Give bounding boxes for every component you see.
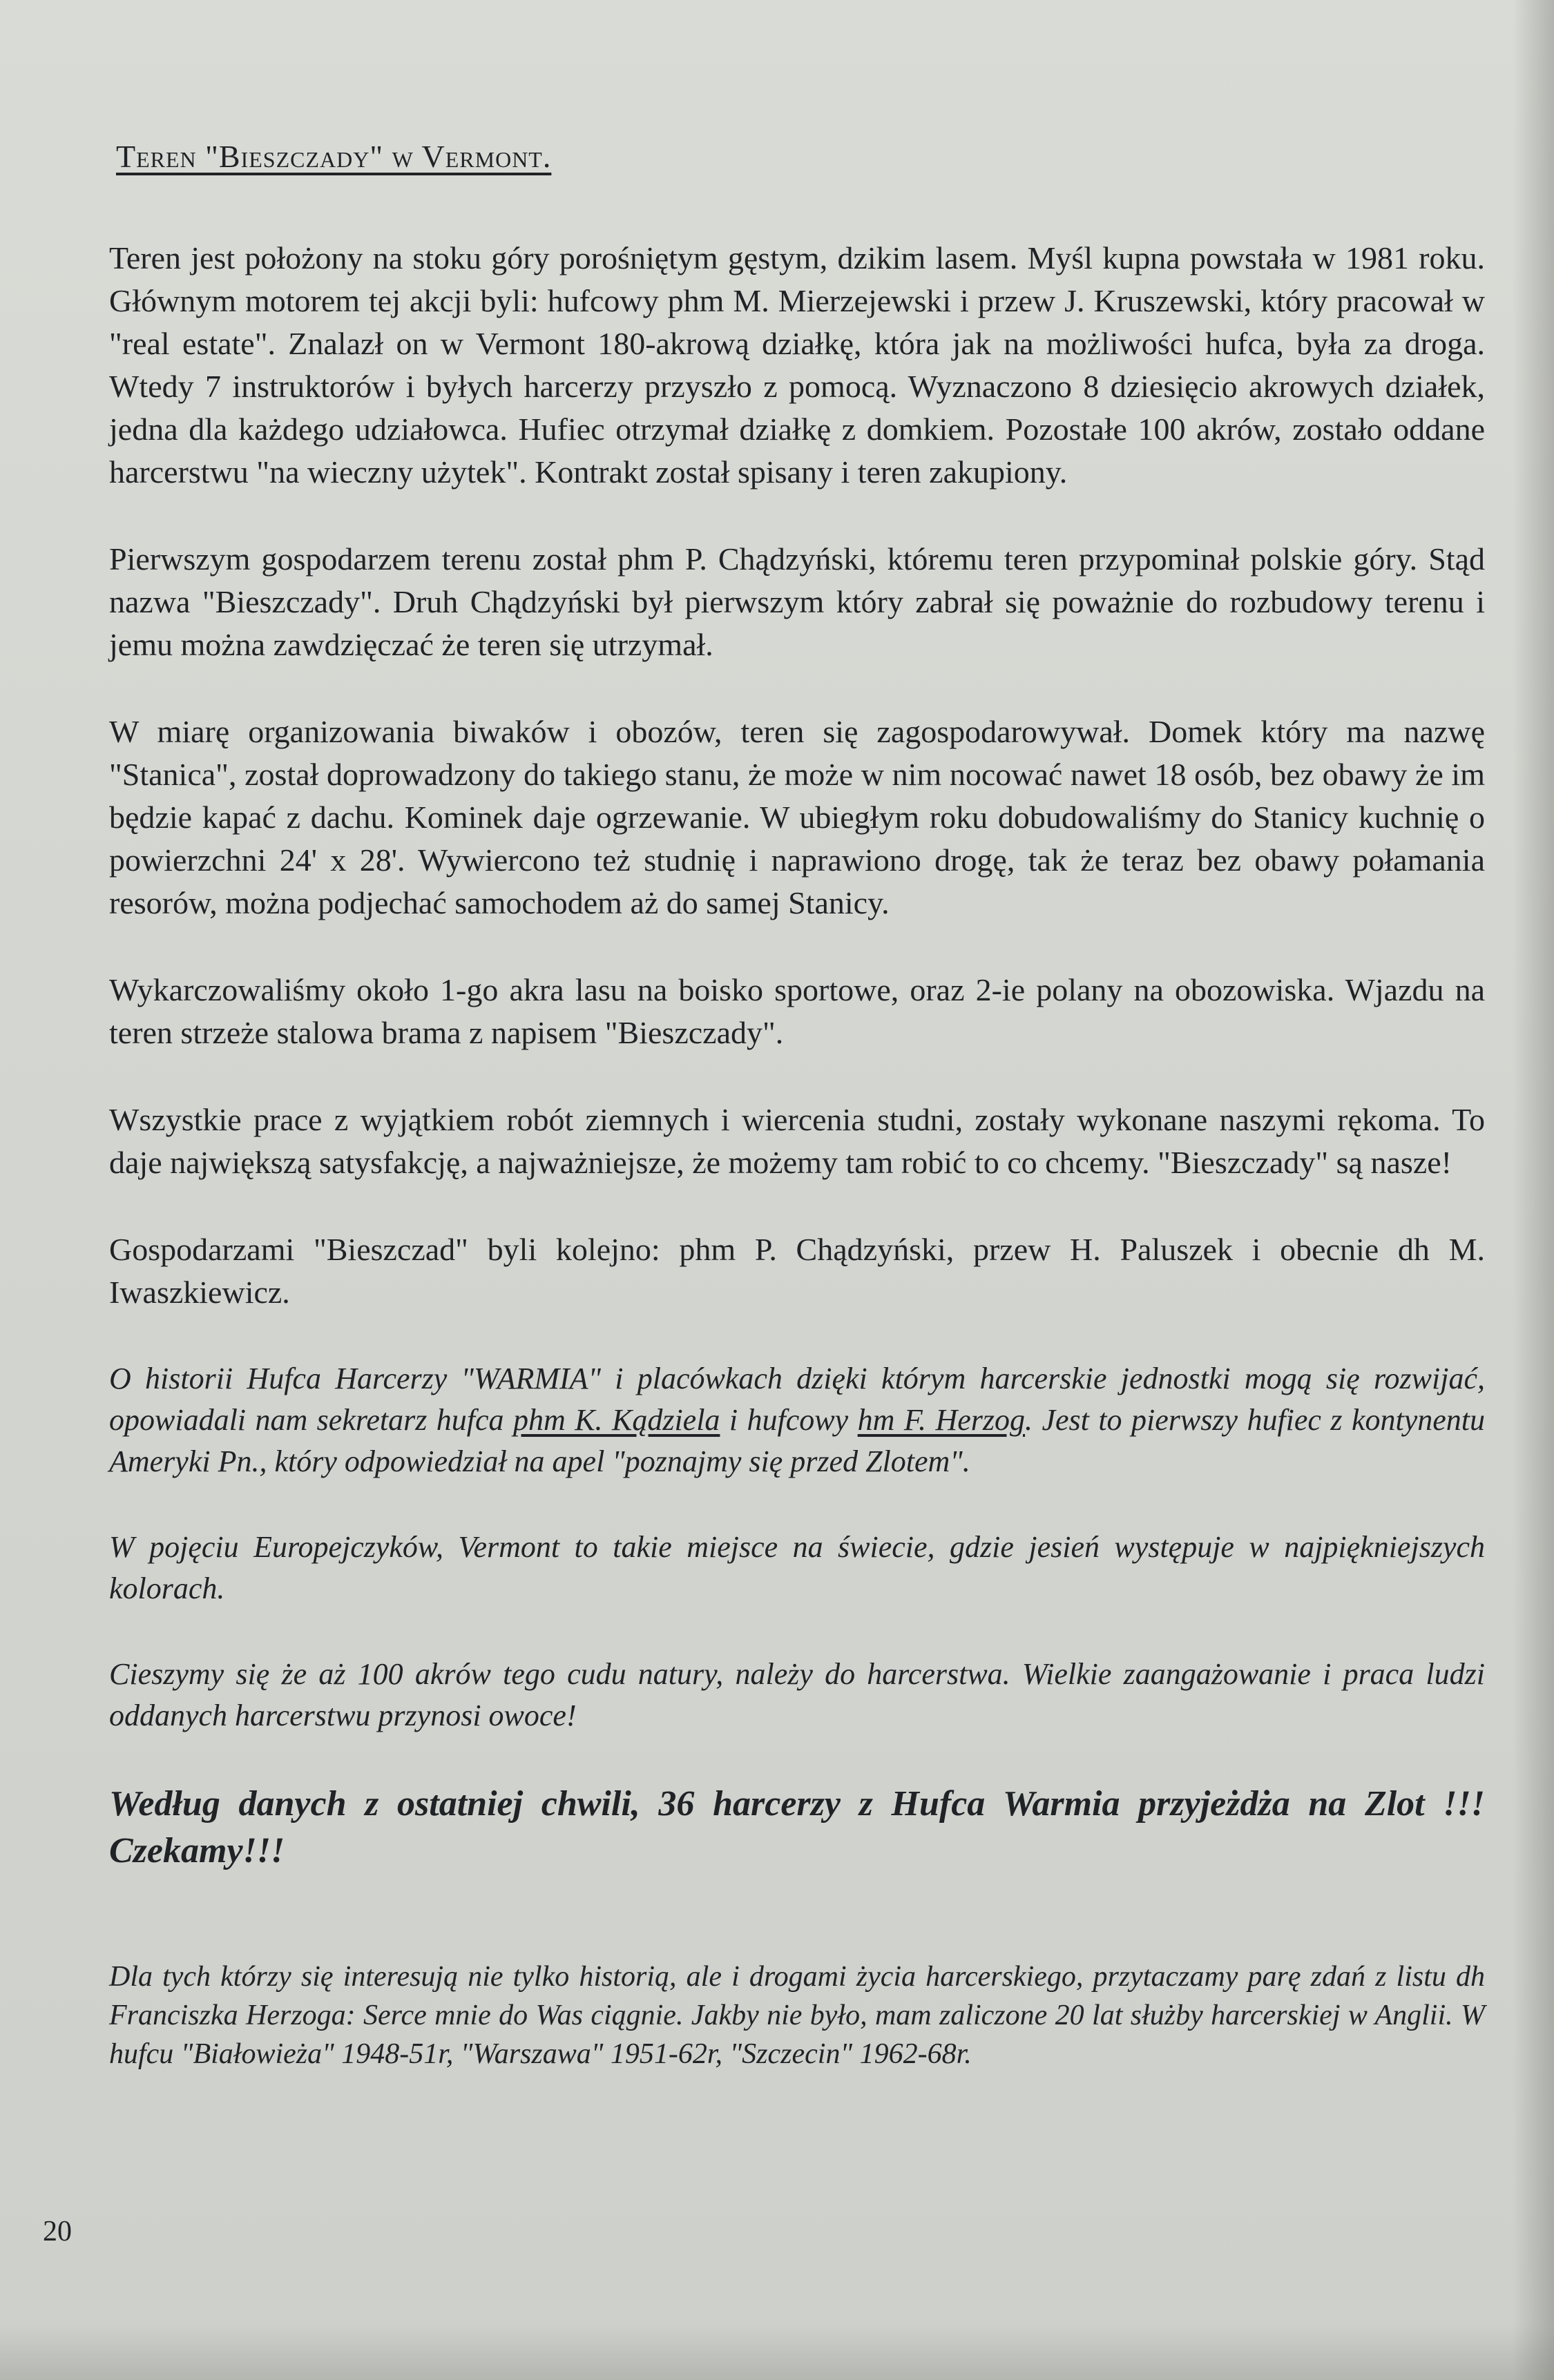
paragraph-clearing: Wykarczowaliśmy około 1-go akra lasu na boisko sportowe, oraz 2-ie polany na obozowiska. Wjazdu na teren strzeże stalowa brama z napisem "Bieszczady". [109, 972, 1485, 1050]
name-kadziela: phm K. Kądziela [512, 1403, 720, 1437]
paragraph-first-host: Pierwszym gospodarzem terenu został phm P. Chądzyński, któremu teren przypominał polskie góry. Stąd nazwa "Bieszczady". Druh Chądzyński był pierwszym który zabrał się poważnie do rozbudowy terenu i jemu można zawdzięczać że teren się utrzymał. [109, 541, 1485, 662]
warmia-history-text-a: O historii Hufca Harcerzy "WARMIA" i placówkach dzięki którym harcerskie jednostki mogą się rozwijać, opowiadali nam sekretarz hufca [109, 1362, 1485, 1437]
page-edge-shadow [1513, 0, 1554, 2380]
paragraph-nature: Cieszymy się że aż 100 akrów tego cudu natury, należy do harcerstwa. Wielkie zaangażowanie i praca ludzi oddanych harcerstwu przynosi owoce! [109, 1657, 1485, 1732]
paragraph-hosts: Gospodarzami "Bieszczad" byli kolejno: phm P. Chądzyński, przew H. Paluszek i obecnie dh M. Iwaszkiewicz. [109, 1232, 1485, 1310]
paragraph-stanica: W miarę organizowania biwaków i obozów, teren się zagospodarowywał. Domek który ma nazwę "Stanica", został doprowadzony do takiego stanu, że może w nim nocować nawet 18 osób, bez obawy że im będzie kapać z dachu. Kominek daje ogrzewanie. W ubiegłym roku dobudowaliśmy do Stanicy kuchnię o powierzchni 24' x 28'. Wywiercono też studnię i naprawiono drogę, tak że teraz bez obawy połamania resorów, można podjechać samochodem aż do samej Stanicy. [109, 714, 1485, 920]
paragraph-own-work: Wszystkie prace z wyjątkiem robót ziemnych i wiercenia studni, zostały wykonane naszymi rękoma. To daje największą satysfakcję, a najważniejsze, że możemy tam robić to co chcemy. "Bieszczady" są nasze! [109, 1102, 1485, 1180]
paragraph-warmia-history [109, 1358, 1485, 1482]
article-body [109, 138, 1485, 2118]
page-bottom-shadow [0, 2325, 1554, 2380]
article-title: Teren "Bieszczady" w Vermont. [116, 139, 552, 174]
paragraph-announcement: Według danych z ostatniej chwili, 36 harcerzy z Hufca Warmia przyjeżdża na Zlot !!! Czekamy!!! [109, 1784, 1485, 1870]
paragraph-herzog-letter: Dla tych którzy się interesują nie tylko historią, ale i drogami życia harcerskiego, przytaczamy parę zdań z listu dh Franciszka Herzoga: Serce mnie do Was ciągnie. Jakby nie było, mam zaliczone 20 lat służby harcerskiej w Anglii. W hufcu "Białowieża" 1948-51r, "Warszawa" 1951-62r, "Szczecin" 1962-68r. [109, 1961, 1485, 2070]
name-herzog: hm F. Herzog [857, 1403, 1026, 1437]
warmia-history-text-b: i hufcowy [720, 1403, 858, 1437]
page-number: 20 [43, 2216, 72, 2247]
paragraph-vermont-autumn: W pojęciu Europejczyków, Vermont to takie miejsce na świecie, gdzie jesień występuje w najpiękniejszych kolorach. [109, 1530, 1485, 1605]
paragraph-purchase: Teren jest położony na stoku góry porośniętym gęstym, dzikim lasem. Myśl kupna powstała w 1981 roku. Głównym motorem tej akcji byli: hufcowy phm M. Mierzejewski i przew J. Kruszewski, który pracował w "real estate". Znalazł on w Vermont 180-akrową działkę, która jak na możliwości hufca, była za droga. Wtedy 7 instruktorów i byłych harcerzy przyszło z pomocą. Wyznaczono 8 dziesięcio akrowych działek, jedna dla każdego udziałowca. Hufiec otrzymał działkę z domkiem. Pozostałe 100 akrów, zostało oddane harcerstwu "na wieczny użytek". Kontrakt został spisany i teren zakupiony. [109, 240, 1485, 490]
warmia-history-text-c: . Jest to pierwszy hufiec z kontynentu Ameryki Pn., który odpowiedział na apel "poznajmy się przed Zlotem". [109, 1403, 1485, 1478]
